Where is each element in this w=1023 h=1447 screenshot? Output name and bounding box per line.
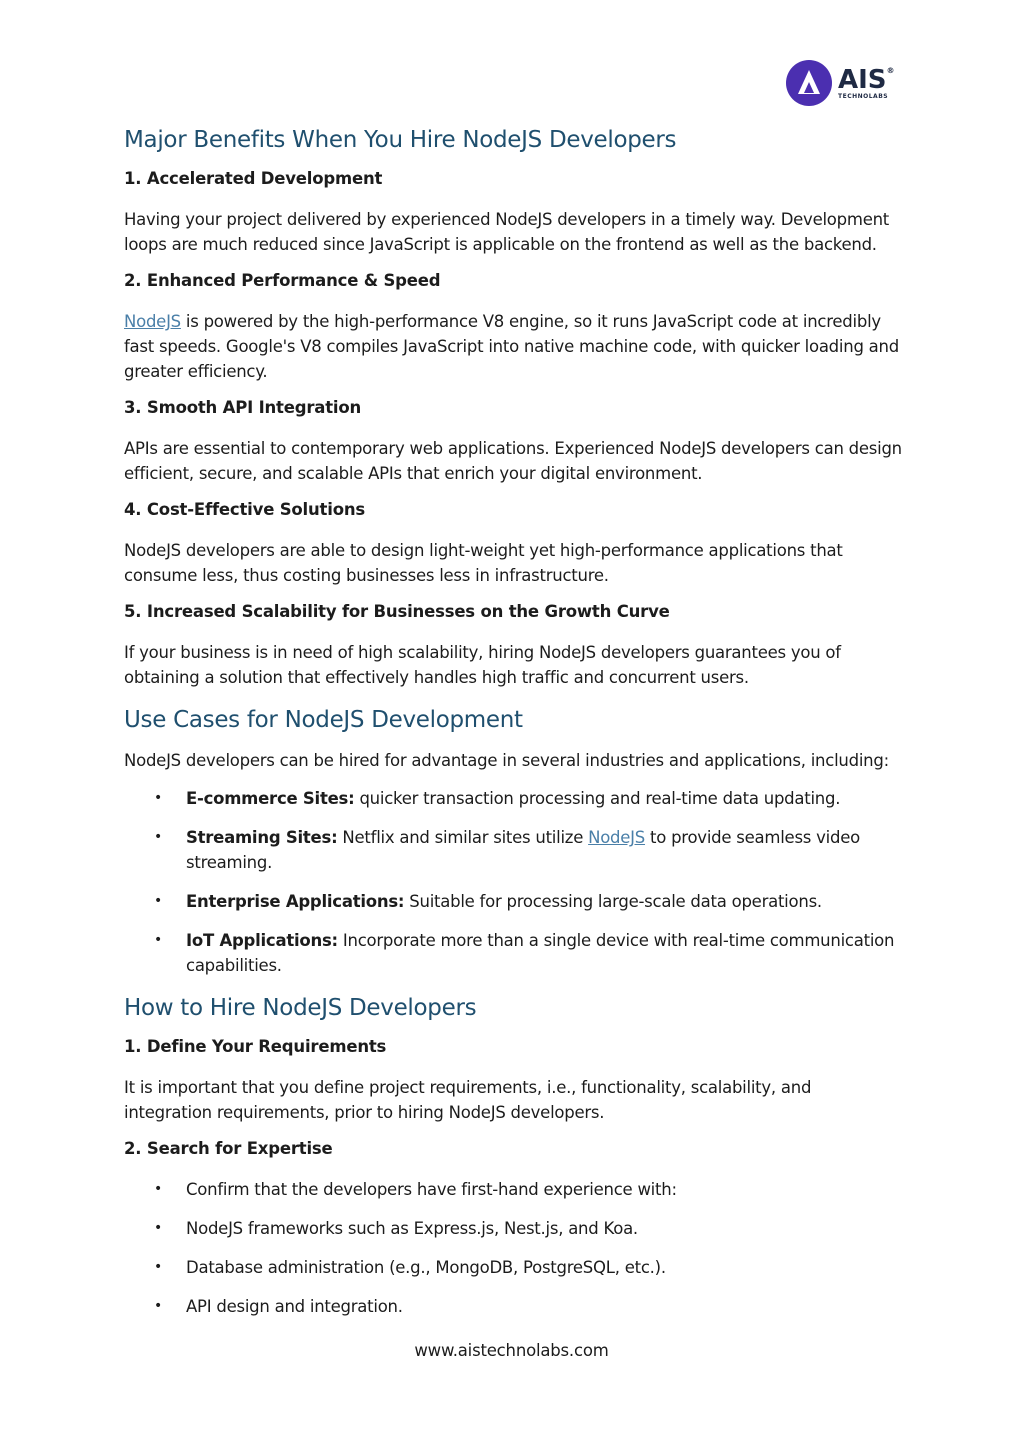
benefit-heading: 3. Smooth API Integration bbox=[124, 398, 362, 417]
bullet-icon: • bbox=[154, 829, 163, 845]
footer-url: www.aistechnolabs.com bbox=[414, 1341, 609, 1360]
list-item: • Confirm that the developers have first-hand experience with: bbox=[124, 1177, 904, 1202]
benefit-heading: 1. Accelerated Development bbox=[124, 169, 383, 188]
step-heading: 2. Search for Expertise bbox=[124, 1139, 333, 1158]
benefit-body: NodeJS is powered by the high-performance V8 engine, so it runs JavaScript code at incredibly fast speeds. Google's V8 compiles JavaScript into native machine code, with quicker loading and greater efficiency. bbox=[124, 312, 899, 381]
benefit-body: NodeJS developers are able to design light-weight yet high-performance applications that consume less, thus costing businesses less in infrastructure. bbox=[124, 541, 843, 585]
benefit-body: Having your project delivered by experienced NodeJS developers in a timely way. Development loops are much reduced since JavaScript is applicable on the frontend as well as the backend. bbox=[124, 210, 890, 254]
benefit-heading: 4. Cost-Effective Solutions bbox=[124, 500, 365, 519]
bullet-icon: • bbox=[154, 1259, 163, 1275]
expertise-list bbox=[124, 1177, 904, 1319]
benefit-body: If your business is in need of high scalability, hiring NodeJS developers guarantees you of obtaining a solution that effectively handles high traffic and concurrent users. bbox=[124, 643, 841, 687]
nodejs-link[interactable]: NodeJS bbox=[124, 312, 181, 331]
list-item: • NodeJS frameworks such as Express.js, Nest.js, and Koa. bbox=[124, 1216, 904, 1241]
bullet-icon: • bbox=[154, 1298, 163, 1314]
step-heading: 1. Define Your Requirements bbox=[124, 1037, 387, 1056]
step-body: It is important that you define project requirements, i.e., functionality, scalability, and integration requirements, prior to hiring NodeJS developers. bbox=[124, 1078, 812, 1122]
logo-icon bbox=[786, 60, 832, 106]
benefit-heading: 5. Increased Scalability for Businesses on the Growth Curve bbox=[124, 602, 670, 621]
list-item: • API design and integration. bbox=[124, 1294, 904, 1319]
logo-brand: AIS bbox=[838, 64, 887, 95]
use-cases-intro: NodeJS developers can be hired for advantage in several industries and applications, including: bbox=[124, 751, 889, 770]
company-logo bbox=[786, 58, 895, 108]
benefit-heading: 2. Enhanced Performance & Speed bbox=[124, 271, 441, 290]
logo-registered: ® bbox=[886, 65, 895, 75]
nodejs-link[interactable]: NodeJS bbox=[588, 828, 646, 847]
list-item: • E-commerce Sites: quicker transaction processing and real-time data updating. bbox=[124, 786, 904, 811]
section-title-benefits: Major Benefits When You Hire NodeJS Developers bbox=[124, 127, 677, 153]
bullet-icon: • bbox=[154, 1220, 163, 1236]
document-content bbox=[124, 124, 904, 1333]
list-item: • Database administration (e.g., MongoDB, PostgreSQL, etc.). bbox=[124, 1255, 904, 1280]
bullet-icon: • bbox=[154, 932, 163, 948]
bullet-icon: • bbox=[154, 893, 163, 909]
use-cases-list bbox=[124, 786, 904, 978]
bullet-icon: • bbox=[154, 1181, 163, 1197]
list-item: • Streaming Sites: Netflix and similar sites utilize NodeJS to provide seamless video streaming. bbox=[124, 825, 904, 875]
list-item: • IoT Applications: Incorporate more than a single device with real-time communication capabilities. bbox=[124, 928, 904, 978]
section-title-use-cases: Use Cases for NodeJS Development bbox=[124, 707, 523, 733]
benefit-body: APIs are essential to contemporary web applications. Experienced NodeJS developers can design efficient, secure, and scalable APIs that enrich your digital environment. bbox=[124, 439, 902, 483]
list-item: • Enterprise Applications: Suitable for processing large-scale data operations. bbox=[124, 889, 904, 914]
section-title-how-to-hire: How to Hire NodeJS Developers bbox=[124, 995, 477, 1021]
logo-subtitle: TECHNOLABS bbox=[838, 92, 889, 100]
bullet-icon: • bbox=[154, 790, 163, 806]
